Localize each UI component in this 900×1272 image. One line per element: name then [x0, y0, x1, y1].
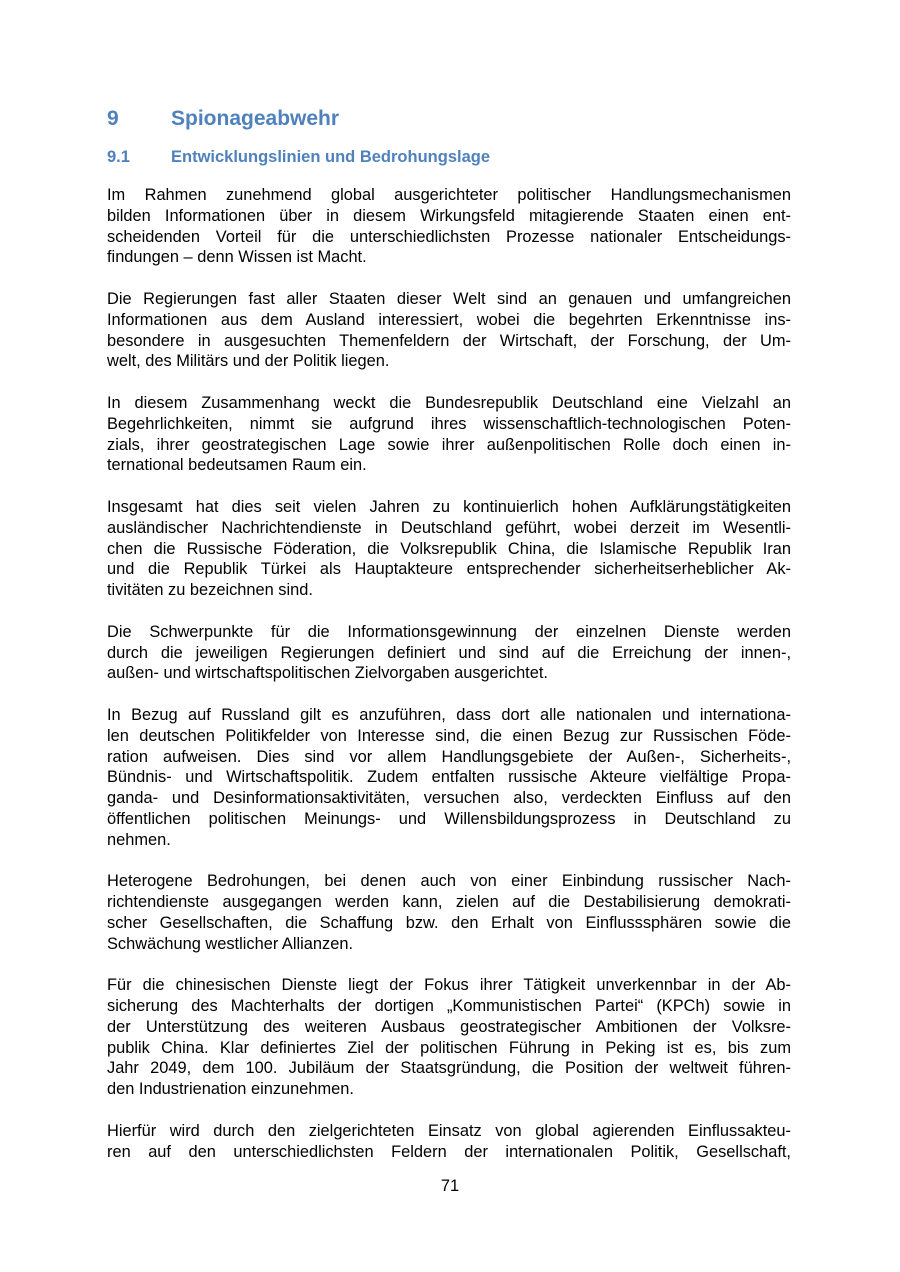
text-line: zials, ihrer geostrategischen Lage sowie ihrer außenpolitischen Rolle doch einen in- — [107, 435, 791, 454]
text-line: Informationen aus dem Ausland interessiert, wobei die begehrten Erkenntnisse ins- — [107, 310, 791, 329]
text-line: richtendienste ausgegangen werden kann, zielen auf die Destabilisierung demokrati- — [107, 893, 791, 912]
paragraph — [107, 622, 791, 684]
text-line: und die Republik Türkei als Hauptakteure entsprechender sicherheitserheblicher Ak- — [107, 560, 791, 579]
text-line: scher Gesellschaften, die Schaffung bzw. den Erhalt von Einflusssphären sowie die — [107, 913, 791, 932]
text-line: den Industrienation einzunehmen. — [107, 1080, 354, 1099]
text-line: Hierfür wird durch den zielgerichteten Einsatz von global agierenden Einflussakteu- — [107, 1121, 791, 1140]
text-line: Heterogene Bedrohungen, bei denen auch von einer Einbindung russischer Nach- — [107, 872, 791, 891]
text-line: ternational bedeutsamen Raum ein. — [107, 456, 367, 475]
section-heading — [107, 104, 791, 134]
text-line: öffentlichen politischen Meinungs- und Willensbildungsprozess in Deutschland zu — [107, 809, 791, 828]
text-line: scheidenden Vorteil für die unterschiedlichsten Prozesse nationaler Entscheidungs- — [107, 227, 791, 246]
text-line: In Bezug auf Russland gilt es anzuführen, dass dort alle nationalen und internationa- — [107, 705, 791, 724]
paragraph — [107, 289, 791, 372]
text-line: Bündnis- und Wirtschaftspolitik. Zudem entfalten russische Akteure vielfältige Propa- — [107, 768, 791, 787]
paragraph — [107, 185, 791, 268]
paragraph — [107, 871, 791, 954]
section-title: Spionageabwehr — [171, 107, 340, 130]
paragraph — [107, 975, 791, 1100]
text-line: Die Regierungen fast aller Staaten dieser Welt sind an genauen und umfangreichen — [107, 289, 791, 308]
text-line: besondere in ausgesuchten Themenfeldern der Wirtschaft, der Forschung, der Um- — [107, 331, 791, 350]
text-line: bilden Informationen über in diesem Wirkungsfeld mitagierende Staaten einen ent- — [107, 206, 791, 225]
text-line: Im Rahmen zunehmend global ausgerichteter politischer Handlungsmechanismen — [107, 186, 791, 204]
paragraph — [107, 393, 791, 476]
body-text — [107, 185, 791, 1162]
paragraph — [107, 1121, 791, 1163]
text-line: Schwächung westlicher Allianzen. — [107, 934, 353, 953]
text-line: Jahr 2049, dem 100. Jubiläum der Staatsgründung, die Position der weltweit führen- — [107, 1059, 791, 1078]
page-body — [107, 104, 791, 1183]
text-line: durch die jeweiligen Regierungen definiert und sind auf die Erreichung der innen-, — [107, 643, 791, 662]
text-line: findungen – denn Wissen ist Macht. — [107, 248, 367, 267]
text-line: Begehrlichkeiten, nimmt sie aufgrund ihres wissenschaftlich-technologischen Poten- — [107, 414, 791, 433]
subsection-title: Entwicklungslinien und Bedrohungslage — [171, 148, 491, 166]
text-line: publik China. Klar definiertes Ziel der politischen Führung in Peking ist es, bis zum — [107, 1038, 791, 1057]
subsection-number: 9.1 — [107, 148, 130, 166]
text-line: Insgesamt hat dies seit vielen Jahren zu kontinuierlich hohen Aufklärungstätigkeiten — [107, 497, 791, 516]
text-line: tivitäten zu bezeichnen sind. — [107, 581, 313, 600]
text-line: welt, des Militärs und der Politik liegen. — [107, 352, 390, 371]
section-number: 9 — [107, 107, 119, 130]
text-line: nehmen. — [107, 830, 171, 849]
text-line: außen- und wirtschaftspolitischen Zielvorgaben ausgerichtet. — [107, 664, 548, 683]
text-line: Für die chinesischen Dienste liegt der Fokus ihrer Tätigkeit unverkennbar in der Ab- — [107, 976, 791, 995]
text-line: len deutschen Politikfelder von Interesse sind, die einen Bezug zur Russischen Föde- — [107, 726, 791, 745]
text-line: sicherung des Machterhalts der dortigen „Kommunistischen Partei“ (KPCh) sowie in — [107, 997, 791, 1016]
subsection-heading — [107, 146, 791, 168]
paragraph — [107, 705, 791, 851]
text-line: chen die Russische Föderation, die Volksrepublik China, die Islamische Republik Iran — [107, 539, 791, 558]
text-line: ausländischer Nachrichtendienste in Deutschland geführt, wobei derzeit im Wesentli- — [107, 518, 791, 537]
text-line: In diesem Zusammenhang weckt die Bundesrepublik Deutschland eine Vielzahl an — [107, 393, 791, 412]
text-line: ration aufweisen. Dies sind vor allem Handlungsgebiete der Außen-, Sicherheits-, — [107, 747, 791, 766]
paragraph — [107, 497, 791, 601]
text-line: Die Schwerpunkte für die Informationsgewinnung der einzelnen Dienste werden — [107, 622, 791, 641]
text-line: ren auf den unterschiedlichsten Feldern der internationalen Politik, Gesellschaft, — [107, 1142, 791, 1161]
text-line: der Unterstützung des weiteren Ausbaus geostrategischer Ambitionen der Volksre- — [107, 1017, 791, 1036]
page-number: 71 — [440, 1177, 460, 1195]
text-line: ganda- und Desinformationsaktivitäten, versuchen also, verdeckten Einfluss auf den — [107, 789, 791, 808]
